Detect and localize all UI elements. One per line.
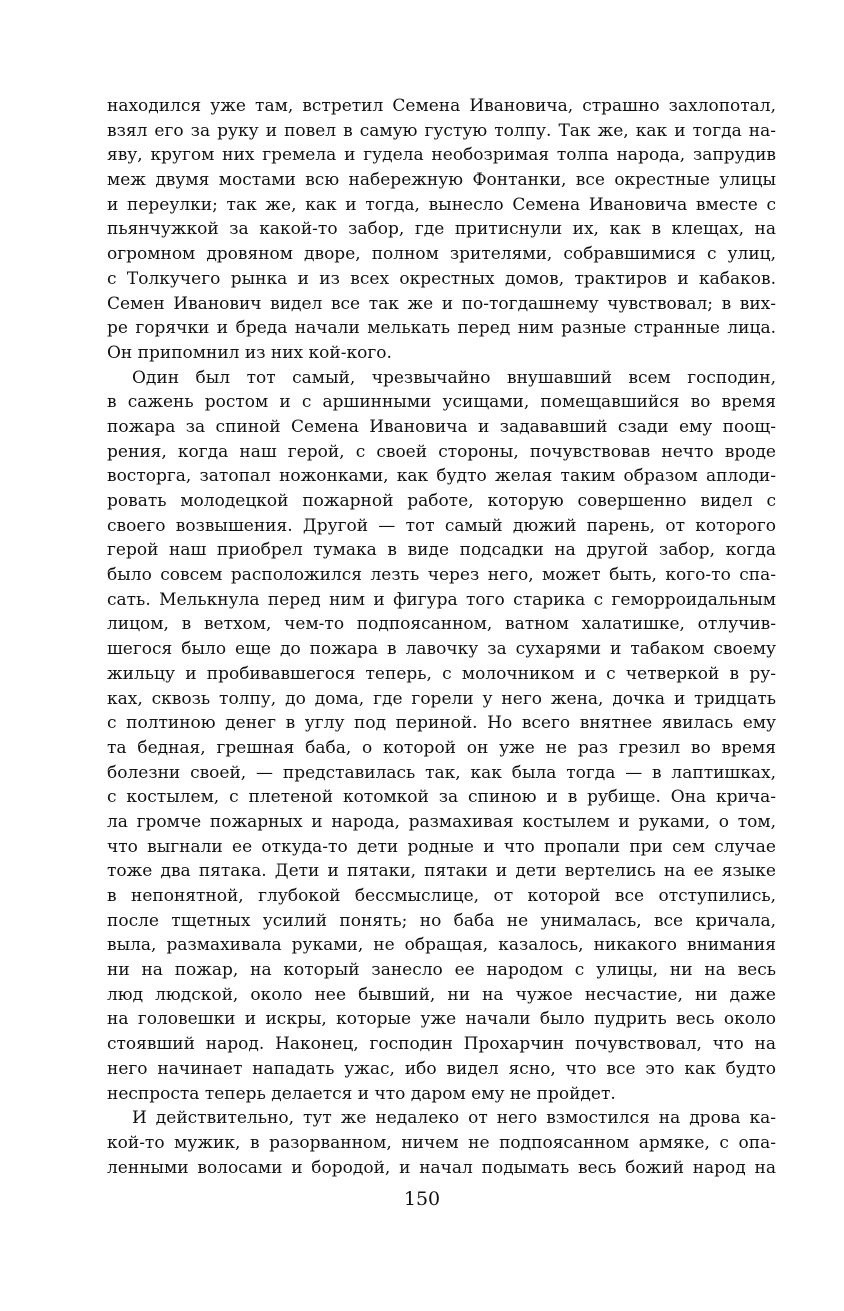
text-line: с костылем, с плетеной котомкой за спиною и в рубище. Она крича- bbox=[107, 787, 776, 808]
text-line: находился уже там, встретил Семена Ивановича, страшно захлопотал, bbox=[107, 96, 776, 116]
text-line: и переулки; так же, как и тогда, вынесло Семена Ивановича вместе с bbox=[107, 194, 776, 215]
text-line: на головешки и искры, которые уже начали было пудрить весь около bbox=[107, 1009, 776, 1030]
text-line: огромном дровяном дворе, полном зрителями, собравшимися с улиц, bbox=[107, 244, 776, 265]
text-line: сать. Мелькнула перед ним и фигура того старика с геморроидальным bbox=[107, 589, 776, 610]
text-line: пожара за спиной Семена Ивановича и задававший сзади ему поощ- bbox=[107, 416, 776, 437]
text-line: после тщетных усилий понять; но баба не унималась, все кричала, bbox=[107, 910, 776, 931]
text-line: было совсем расположился лезть через него, может быть, кого-то спа- bbox=[107, 565, 776, 586]
text-line: герой наш приобрел тумака в виде подсадки на другой забор, когда bbox=[107, 540, 776, 561]
text-line: ках, сквозь толпу, до дома, где горели у него жена, дочка и тридцать bbox=[107, 688, 776, 709]
body-text bbox=[107, 94, 776, 1180]
text-line: Он припомнил из них кой-кого. bbox=[107, 342, 392, 363]
paragraph-start-line: И действительно, тут же недалеко от него взмостился на дрова ка- bbox=[132, 1108, 776, 1129]
page-number: 150 bbox=[403, 1188, 441, 1210]
text-line: жильцу и пробивавшегося теперь, с молочником и с четверкой в ру- bbox=[107, 663, 776, 684]
text-line: ре горячки и бреда начали мелькать перед ним разные странные лица. bbox=[107, 318, 776, 339]
text-line: болезни своей, — представилась так, как была тогда — в лаптишках, bbox=[107, 762, 776, 783]
text-line: него начинает нападать ужас, ибо видел ясно, что все это как будто bbox=[107, 1058, 776, 1079]
text-line: восторга, затопал ножонками, как будто желая таким образом аплоди- bbox=[107, 466, 776, 487]
text-line: шегося было еще до пожара в лавочку за сухарями и табаком своему bbox=[107, 639, 776, 660]
text-line: в непонятной, глубокой бессмыслице, от которой все отступились, bbox=[107, 886, 776, 906]
text-line: кой-то мужик, в разорванном, ничем не подпоясанном армяке, с опа- bbox=[107, 1132, 776, 1153]
text-line: рения, когда наш герой, с своей стороны, почувствовав нечто вроде bbox=[107, 441, 776, 462]
text-line: с Толкучего рынка и из всех окрестных домов, трактиров и кабаков. bbox=[107, 268, 776, 289]
text-line: своего возвышения. Другой — тот самый дюжий парень, от которого bbox=[107, 515, 776, 536]
text-line: ни на пожар, на который занесло ее народом с улицы, ни на весь bbox=[107, 960, 776, 981]
text-line: та бедная, грешная баба, о которой он уже не раз грезил во время bbox=[107, 737, 776, 758]
text-line: ленными волосами и бородой, и начал подымать весь божий народ на bbox=[107, 1157, 776, 1178]
text-line: пьянчужкой за какой-то забор, где притиснули их, как в клещах, на bbox=[107, 219, 776, 240]
text-line: Семен Иванович видел все так же и по-тогдашнему чувствовал; в вих- bbox=[107, 293, 776, 314]
text-line: лицом, в ветхом, чем-то подпоясанном, ватном халатишке, отлучив- bbox=[107, 614, 776, 635]
text-line: неспроста теперь делается и что даром ему не пройдет. bbox=[107, 1083, 616, 1104]
text-line: яву, кругом них гремела и гудела необозримая толпа народа, запрудив bbox=[107, 145, 776, 166]
text-line: что выгнали ее откуда-то дети родные и что пропали при сем случае bbox=[107, 836, 776, 857]
paragraph-start-line: Один был тот самый, чрезвычайно внушавший всем господин, bbox=[132, 367, 776, 388]
text-line: тоже два пятака. Дети и пятаки, пятаки и дети вертелись на ее языке bbox=[107, 861, 776, 882]
text-line: ровать молодецкой пожарной работе, которую совершенно видел с bbox=[107, 491, 776, 511]
text-line: ла громче пожарных и народа, размахивая костылем и руками, о том, bbox=[107, 811, 776, 832]
text-line: с полтиною денег в углу под периной. Но всего внятнее явилась ему bbox=[107, 713, 776, 734]
text-line: стоявший народ. Наконец, господин Прохарчин почувствовал, что на bbox=[107, 1034, 776, 1055]
text-line: выла, размахивала руками, не обращая, казалось, никакого внимания bbox=[107, 935, 776, 956]
text-line: взял его за руку и повел в самую густую толпу. Так же, как и тогда на- bbox=[107, 120, 776, 141]
text-line: меж двумя мостами всю набережную Фонтанки, все окрестные улицы bbox=[107, 170, 776, 191]
text-line: в сажень ростом и с аршинными усищами, помещавшийся во время bbox=[107, 392, 776, 413]
text-line: люд людской, около нее бывший, ни на чужое несчастие, ни даже bbox=[107, 984, 776, 1005]
